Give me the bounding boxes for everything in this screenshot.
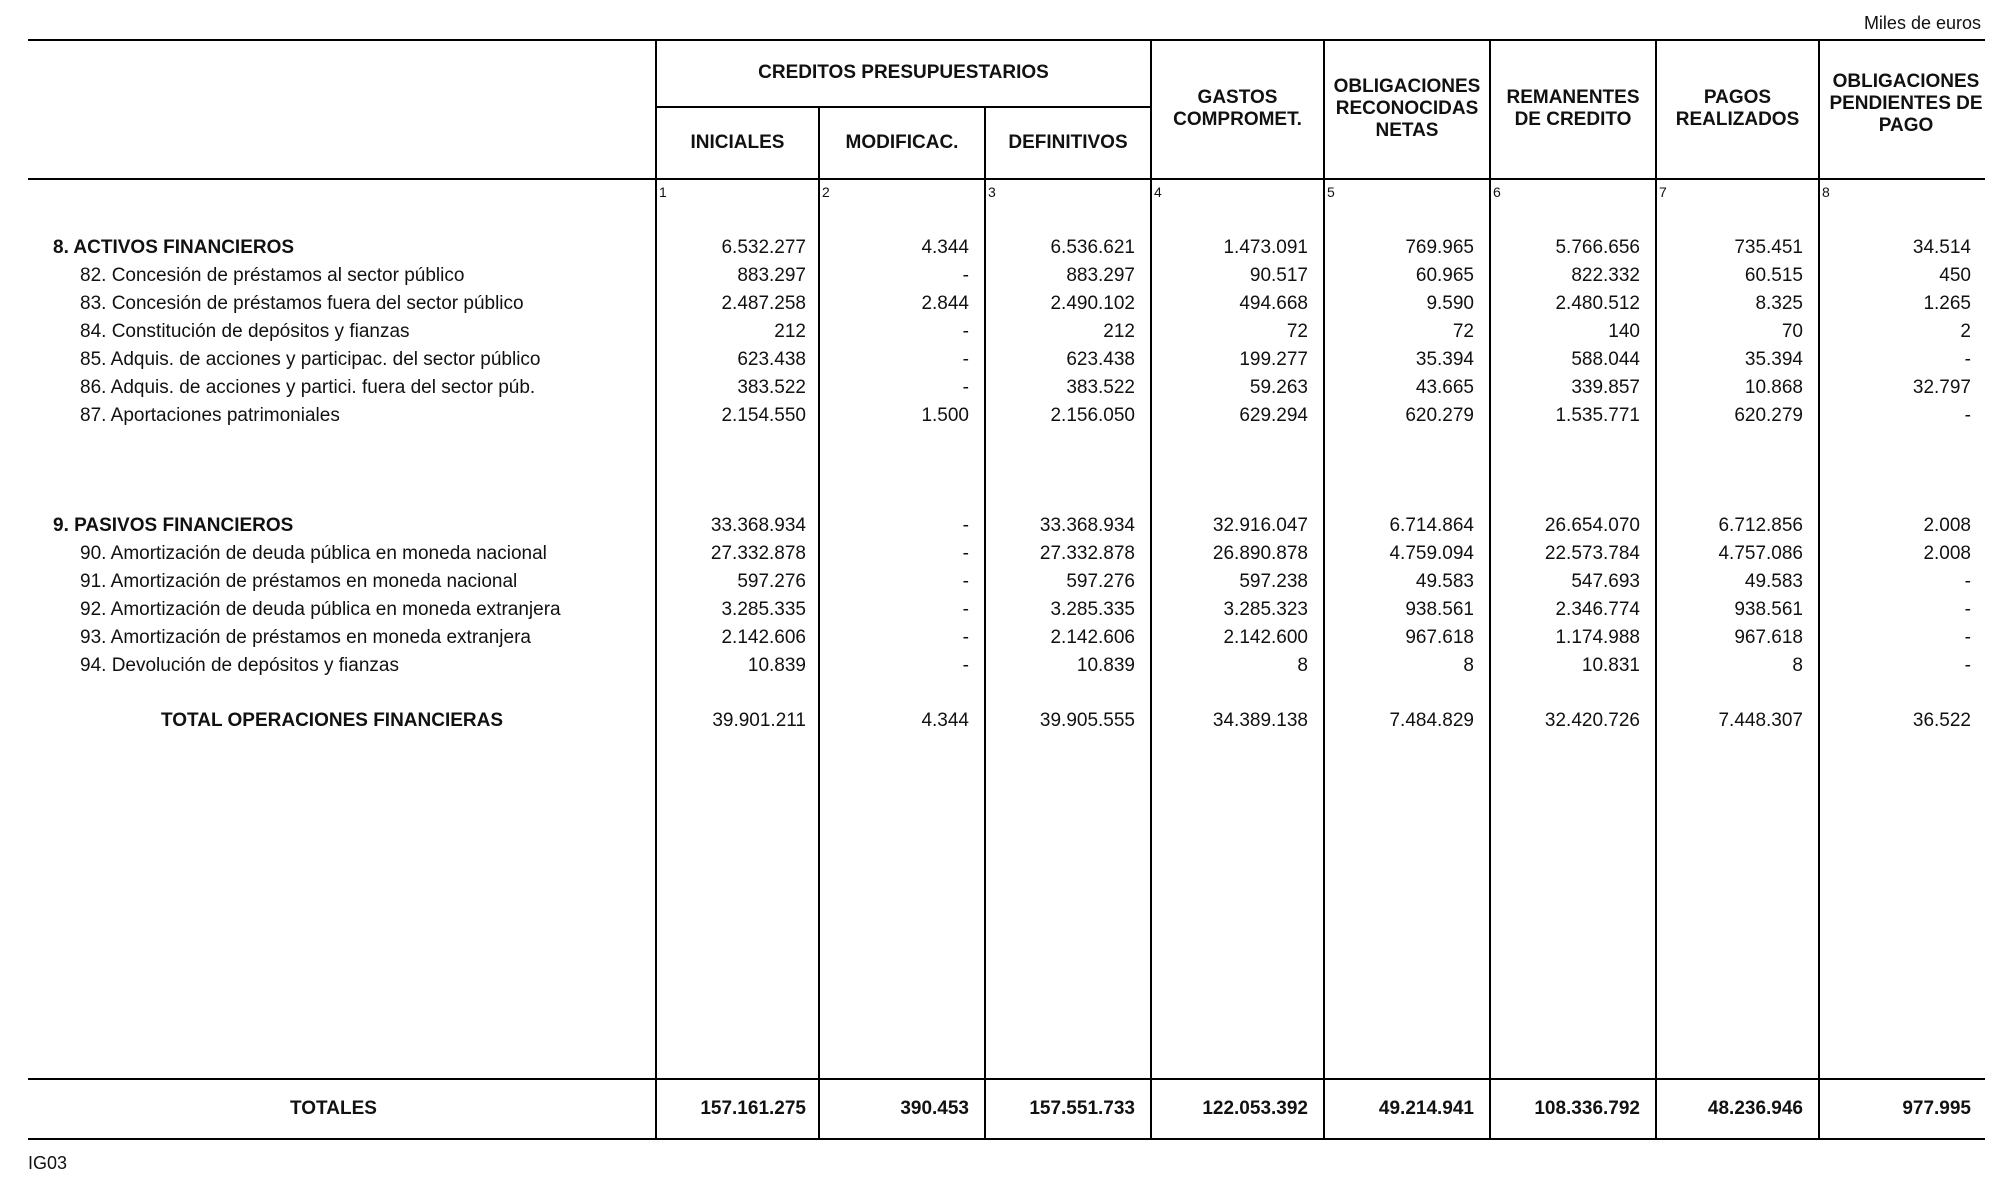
section-heading: TOTAL OPERACIONES FINANCIERAS [161, 710, 504, 731]
row-value-col-8: - [1964, 599, 1971, 620]
row-value-col-6: 140 [1608, 321, 1640, 342]
column-number-7: 7 [1659, 184, 1667, 200]
column-number-8: 8 [1822, 184, 1830, 200]
row-value-col-5: 967.618 [1405, 627, 1474, 648]
row-value-col-6: 339.857 [1571, 377, 1640, 398]
row-value-col-8: 36.522 [1912, 710, 1971, 731]
row-value-col-3: 33.368.934 [1039, 515, 1135, 536]
row-value-col-2: 4.344 [921, 710, 969, 731]
row-value-col-8: - [1964, 571, 1971, 592]
row-value-col-4: 90.517 [1249, 265, 1308, 286]
column-divider-3 [984, 106, 986, 1139]
section-heading: 9. PASIVOS FINANCIEROS [53, 515, 294, 536]
column-divider-1 [655, 39, 657, 1139]
row-value-col-7: 938.561 [1734, 599, 1803, 620]
row-value-col-5: 35.394 [1415, 349, 1474, 370]
row-value-col-4: 494.668 [1239, 293, 1308, 314]
row-value-col-7: 8 [1792, 655, 1803, 676]
row-value-col-6: 10.831 [1581, 655, 1640, 676]
row-value-col-7: 10.868 [1744, 377, 1803, 398]
row-value-col-5: 620.279 [1405, 405, 1474, 426]
column-number-5: 5 [1327, 184, 1335, 200]
totals-value-4: 122.053.392 [1202, 1098, 1308, 1119]
row-label: 92. Amortización de deuda pública en moneda extranjera [80, 599, 561, 620]
header-definitivos: DEFINITIVOS [1008, 132, 1128, 153]
column-number-1: 1 [659, 184, 667, 200]
totals-value-5: 49.214.941 [1378, 1098, 1474, 1119]
row-value-col-3: 2.490.102 [1050, 293, 1135, 314]
row-value-col-5: 49.583 [1415, 571, 1474, 592]
row-value-col-8: 2.008 [1923, 543, 1971, 564]
header-iniciales: INICIALES [690, 132, 785, 153]
row-value-col-5: 938.561 [1405, 599, 1474, 620]
row-value-col-8: - [1964, 405, 1971, 426]
row-value-col-2: - [962, 377, 969, 398]
column-divider-2 [818, 106, 820, 1139]
row-value-col-8: 1.265 [1923, 293, 1971, 314]
row-value-col-7: 620.279 [1734, 405, 1803, 426]
row-value-col-1: 27.332.878 [710, 543, 806, 564]
column-divider-4 [1150, 39, 1152, 1139]
row-value-col-4: 2.142.600 [1223, 627, 1308, 648]
totals-value-1: 157.161.275 [700, 1098, 806, 1119]
column-divider-8 [1818, 39, 1820, 1139]
row-value-col-1: 2.487.258 [721, 293, 806, 314]
totals-bottom-rule [28, 1138, 1985, 1140]
row-value-col-1: 597.276 [737, 571, 806, 592]
row-value-col-6: 1.174.988 [1555, 627, 1640, 648]
row-value-col-4: 3.285.323 [1223, 599, 1308, 620]
row-value-col-2: - [962, 655, 969, 676]
row-value-col-4: 34.389.138 [1212, 710, 1308, 731]
row-value-col-7: 60.515 [1744, 265, 1803, 286]
row-value-col-5: 72 [1452, 321, 1474, 342]
row-value-col-7: 4.757.086 [1718, 543, 1803, 564]
row-value-col-3: 383.522 [1066, 377, 1135, 398]
row-value-col-8: 2 [1960, 321, 1971, 342]
row-value-col-8: 34.514 [1912, 237, 1971, 258]
row-label: 83. Concesión de préstamos fuera del sector público [80, 293, 524, 314]
row-value-col-4: 1.473.091 [1223, 237, 1308, 258]
row-value-col-2: - [962, 543, 969, 564]
row-value-col-7: 735.451 [1734, 237, 1803, 258]
column-number-6: 6 [1493, 184, 1501, 200]
column-divider-6 [1489, 39, 1491, 1139]
creditos-group-header: CREDITOS PRESUPUESTARIOS [758, 62, 1049, 83]
row-value-col-5: 60.965 [1415, 265, 1474, 286]
totals-top-rule [28, 1078, 1985, 1080]
row-value-col-2: - [962, 599, 969, 620]
column-number-2: 2 [822, 184, 830, 200]
row-value-col-6: 22.573.784 [1544, 543, 1640, 564]
row-value-col-6: 26.654.070 [1544, 515, 1640, 536]
row-value-col-8: 450 [1939, 265, 1971, 286]
row-value-col-1: 6.532.277 [721, 237, 806, 258]
row-value-col-2: - [962, 571, 969, 592]
row-value-col-1: 2.154.550 [721, 405, 806, 426]
row-value-col-7: 6.712.856 [1718, 515, 1803, 536]
row-value-col-5: 8 [1463, 655, 1474, 676]
row-value-col-4: 59.263 [1249, 377, 1308, 398]
row-value-col-4: 72 [1286, 321, 1308, 342]
row-value-col-3: 2.156.050 [1050, 405, 1135, 426]
row-value-col-2: - [962, 321, 969, 342]
row-value-col-8: 32.797 [1912, 377, 1971, 398]
header-remanentes: REMANENTES DE CREDITO [1506, 87, 1640, 130]
row-label: 90. Amortización de deuda pública en moneda nacional [80, 543, 547, 564]
row-value-col-6: 32.420.726 [1544, 710, 1640, 731]
section-heading: 8. ACTIVOS FINANCIEROS [53, 237, 295, 258]
row-value-col-1: 10.839 [747, 655, 806, 676]
row-label: 86. Adquis. de acciones y partici. fuera del sector púb. [80, 377, 536, 398]
row-value-col-6: 822.332 [1571, 265, 1640, 286]
row-value-col-3: 3.285.335 [1050, 599, 1135, 620]
row-value-col-6: 1.535.771 [1555, 405, 1640, 426]
totals-value-6: 108.336.792 [1534, 1098, 1640, 1119]
row-value-col-4: 597.238 [1239, 571, 1308, 592]
row-value-col-2: - [962, 515, 969, 536]
row-value-col-5: 43.665 [1415, 377, 1474, 398]
row-value-col-4: 199.277 [1239, 349, 1308, 370]
row-value-col-4: 8 [1297, 655, 1308, 676]
row-value-col-5: 4.759.094 [1389, 543, 1474, 564]
row-label: 94. Devolución de depósitos y fianzas [80, 655, 399, 676]
row-label: 93. Amortización de préstamos en moneda extranjera [80, 627, 531, 648]
row-value-col-7: 35.394 [1744, 349, 1803, 370]
totals-value-7: 48.236.946 [1707, 1098, 1803, 1119]
row-value-col-7: 70 [1781, 321, 1803, 342]
row-value-col-8: 2.008 [1923, 515, 1971, 536]
row-label: 84. Constitución de depósitos y fianzas [80, 321, 410, 342]
row-value-col-3: 623.438 [1066, 349, 1135, 370]
row-value-col-1: 33.368.934 [710, 515, 806, 536]
totals-label: TOTALES [290, 1098, 377, 1119]
row-value-col-2: 4.344 [921, 237, 969, 258]
row-value-col-3: 10.839 [1076, 655, 1135, 676]
row-value-col-1: 383.522 [737, 377, 806, 398]
row-value-col-8: - [1964, 349, 1971, 370]
row-value-col-1: 2.142.606 [721, 627, 806, 648]
row-value-col-3: 2.142.606 [1050, 627, 1135, 648]
row-value-col-4: 26.890.878 [1212, 543, 1308, 564]
row-value-col-7: 49.583 [1744, 571, 1803, 592]
row-value-col-7: 7.448.307 [1718, 710, 1803, 731]
row-value-col-6: 2.480.512 [1555, 293, 1640, 314]
row-value-col-5: 9.590 [1426, 293, 1474, 314]
row-value-col-3: 6.536.621 [1050, 237, 1135, 258]
row-value-col-2: - [962, 265, 969, 286]
row-value-col-2: - [962, 627, 969, 648]
row-value-col-3: 27.332.878 [1039, 543, 1135, 564]
row-value-col-6: 5.766.656 [1555, 237, 1640, 258]
totals-value-8: 977.995 [1902, 1098, 1971, 1119]
header-obligaciones-reconocidas: OBLIGACIONES RECONOCIDAS NETAS [1333, 76, 1481, 141]
totals-value-2: 390.453 [900, 1098, 969, 1119]
header-obligaciones-pendientes: OBLIGACIONES PENDIENTES DE PAGO [1829, 71, 1983, 136]
table-top-rule [28, 39, 1985, 41]
header-pagos-realizados: PAGOS REALIZADOS [1675, 87, 1800, 130]
row-value-col-4: 629.294 [1239, 405, 1308, 426]
row-label: 82. Concesión de préstamos al sector público [80, 265, 465, 286]
column-number-4: 4 [1154, 184, 1162, 200]
row-value-col-6: 588.044 [1571, 349, 1640, 370]
footer-code: IG03 [28, 1153, 68, 1173]
row-value-col-8: - [1964, 655, 1971, 676]
row-value-col-1: 623.438 [737, 349, 806, 370]
header-gastos-compromet: GASTOS COMPROMET. [1173, 87, 1302, 130]
header-bottom-rule [28, 178, 1985, 180]
row-value-col-1: 883.297 [737, 265, 806, 286]
row-value-col-1: 3.285.335 [721, 599, 806, 620]
row-label: 87. Aportaciones patrimoniales [80, 405, 340, 426]
column-divider-5 [1323, 39, 1325, 1139]
totals-value-3: 157.551.733 [1029, 1098, 1135, 1119]
row-value-col-5: 7.484.829 [1389, 710, 1474, 731]
header-modificac: MODIFICAC. [845, 132, 959, 153]
creditos-group-rule [655, 106, 1150, 108]
row-value-col-3: 39.905.555 [1039, 710, 1135, 731]
row-value-col-2: 2.844 [921, 293, 969, 314]
row-label: 91. Amortización de préstamos en moneda nacional [80, 571, 518, 592]
row-value-col-7: 967.618 [1734, 627, 1803, 648]
row-value-col-1: 39.901.211 [712, 710, 806, 731]
row-value-col-4: 32.916.047 [1212, 515, 1308, 536]
row-value-col-3: 597.276 [1066, 571, 1135, 592]
row-value-col-5: 769.965 [1405, 237, 1474, 258]
units-note: Miles de euros [1863, 13, 1981, 33]
row-value-col-1: 212 [774, 321, 806, 342]
row-value-col-7: 8.325 [1755, 293, 1803, 314]
row-value-col-2: - [962, 349, 969, 370]
row-value-col-5: 6.714.864 [1389, 515, 1474, 536]
column-number-3: 3 [988, 184, 996, 200]
row-label: 85. Adquis. de acciones y participac. del sector público [80, 349, 541, 370]
column-divider-7 [1655, 39, 1657, 1139]
row-value-col-6: 2.346.774 [1555, 599, 1640, 620]
row-value-col-3: 883.297 [1066, 265, 1135, 286]
row-value-col-8: - [1964, 627, 1971, 648]
row-value-col-2: 1.500 [921, 405, 969, 426]
row-value-col-3: 212 [1103, 321, 1135, 342]
row-value-col-6: 547.693 [1571, 571, 1640, 592]
